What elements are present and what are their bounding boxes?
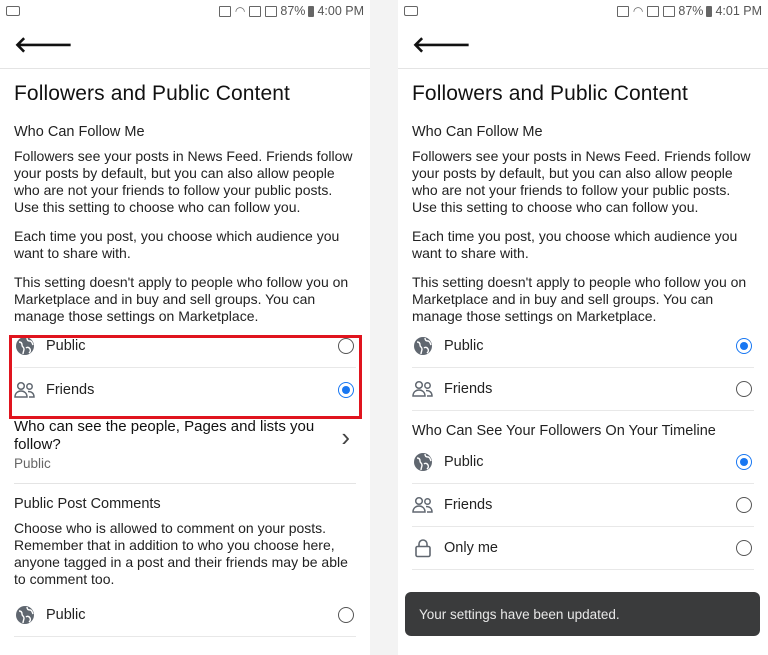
radio-button[interactable] <box>338 338 354 354</box>
comments-paragraph: Choose who is allowed to comment on your posts. Remember that in addition to who you choose here, anyone tagged in a post and their friends may be able to comment too. <box>14 520 348 587</box>
option-label: Public <box>444 454 484 470</box>
option-label: Public <box>46 607 86 623</box>
battery-icon <box>706 6 712 17</box>
status-bar <box>0 0 370 22</box>
back-arrow-icon[interactable]: 🡐 <box>14 32 73 57</box>
follow-option-public[interactable] <box>14 325 356 368</box>
option-label: Public <box>46 338 86 354</box>
option-label: Friends <box>444 381 493 397</box>
option-label: Friends <box>444 497 493 513</box>
timeline-option-only-me[interactable] <box>412 527 754 570</box>
chevron-right-icon: › <box>341 422 350 452</box>
friends-icon <box>412 378 434 400</box>
page-title: Followers and Public Content <box>412 82 688 105</box>
description-paragraph: Each time you post, you choose which audience you want to share with. <box>14 228 340 261</box>
wifi-icon: ◠ <box>632 4 644 18</box>
radio-button[interactable] <box>338 382 354 398</box>
follow-option-friends[interactable] <box>412 368 754 411</box>
who-can-follow-heading: Who Can Follow Me <box>14 124 145 140</box>
description-paragraph: This setting doesn't apply to people who follow you on Marketplace and in buy and sell groups. You can manage those settings on Marketplace. <box>412 274 747 324</box>
radio-button[interactable] <box>736 454 752 470</box>
follow-option-friends[interactable] <box>14 368 356 411</box>
radio-button[interactable] <box>736 381 752 397</box>
signal-icon <box>265 6 277 17</box>
left-screen <box>0 0 370 655</box>
comment-option-public[interactable] <box>14 594 356 637</box>
right-screen <box>398 0 768 655</box>
battery-level: 87% <box>280 4 306 18</box>
radio-button[interactable] <box>736 497 752 513</box>
battery-icon <box>308 6 314 17</box>
nav-bar <box>0 22 370 69</box>
signal-icon <box>663 6 675 17</box>
status-bar <box>398 0 768 22</box>
option-label: Friends <box>46 381 95 398</box>
globe-icon <box>412 335 434 357</box>
timeline-option-public[interactable] <box>412 441 754 484</box>
sim-icon <box>249 6 261 17</box>
back-arrow-icon[interactable]: 🡐 <box>412 32 471 57</box>
cast-icon <box>219 6 231 17</box>
comments-heading: Public Post Comments <box>14 496 161 512</box>
description-paragraph: This setting doesn't apply to people who follow you on Marketplace and in buy and sell groups. You can manage those settings on Marketplace. <box>14 274 349 324</box>
page-title: Followers and Public Content <box>14 82 290 105</box>
option-label: Only me <box>444 540 498 556</box>
friends-icon <box>14 379 36 401</box>
radio-button[interactable] <box>736 540 752 556</box>
row-title: Who can see the people, Pages and lists you follow? <box>14 418 315 453</box>
status-time: 4:00 PM <box>317 4 364 18</box>
radio-button[interactable] <box>338 607 354 623</box>
battery-level: 87% <box>678 4 704 18</box>
sim-icon <box>647 6 659 17</box>
lock-icon <box>412 537 434 559</box>
radio-button[interactable] <box>736 338 752 354</box>
followed-visibility-row[interactable] <box>14 418 356 484</box>
description-paragraph: Followers see your posts in News Feed. Friends follow your posts by default, but you can also allow people who are not your friends to follow your public posts. Use this setting to choose who can follow you. <box>14 148 353 215</box>
wifi-icon: ◠ <box>234 4 246 18</box>
who-can-follow-heading: Who Can Follow Me <box>412 124 543 140</box>
globe-icon <box>14 604 36 626</box>
timeline-heading: Who Can See Your Followers On Your Timeline <box>412 423 716 439</box>
nav-bar <box>398 22 768 69</box>
row-subtitle: Public <box>14 456 51 471</box>
cast-icon <box>617 6 629 17</box>
toast-message: Your settings have been updated. <box>405 592 760 636</box>
description-paragraph: Each time you post, you choose which audience you want to share with. <box>412 228 738 261</box>
globe-icon <box>14 335 36 357</box>
status-time: 4:01 PM <box>715 4 762 18</box>
option-label: Public <box>444 338 484 354</box>
notification-icon <box>6 6 20 16</box>
description-paragraph: Followers see your posts in News Feed. Friends follow your posts by default, but you can also allow people who are not your friends to follow your public posts. Use this setting to choose who can follow you. <box>412 148 751 215</box>
notification-icon <box>404 6 418 16</box>
globe-icon <box>412 451 434 473</box>
timeline-option-friends[interactable] <box>412 484 754 527</box>
follow-option-public[interactable] <box>412 325 754 368</box>
friends-icon <box>412 494 434 516</box>
